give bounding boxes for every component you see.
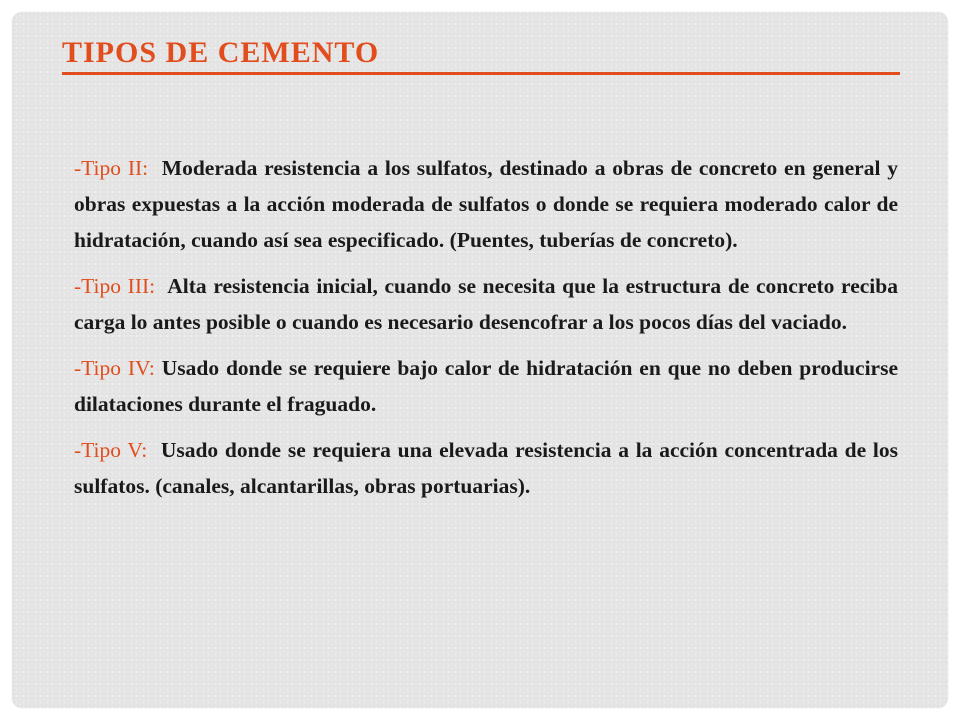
cement-type-label: -Tipo III: — [74, 274, 156, 298]
cement-type-label: -Tipo II: — [74, 156, 149, 180]
title-underline — [62, 72, 900, 75]
cement-type-description: Alta resistencia inicial, cuando se necesita que la estructura de concreto reciba carga lo antes posible o cuando es necesario desencofrar a los pocos días del vaciado. — [74, 274, 898, 334]
cement-type-description: Moderada resistencia a los sulfatos, destinado a obras de concreto en general y obras expuestas a la acción moderada de sulfatos o donde se requiera moderado calor de hidratación, cuando así sea especificado. (Puentes, tuberías de concreto). — [74, 156, 899, 252]
cement-type-label: -Tipo V: — [74, 438, 148, 462]
cement-type-item — [74, 150, 898, 258]
slide — [12, 12, 948, 708]
cement-type-item — [74, 350, 898, 422]
slide-content — [74, 150, 898, 514]
cement-type-description: Usado donde se requiere bajo calor de hidratación en que no deben producirse dilataciones durante el fraguado. — [74, 356, 899, 416]
cement-type-item — [74, 268, 898, 340]
cement-type-description: Usado donde se requiera una elevada resistencia a la acción concentrada de los sulfatos. (canales, alcantarillas, obras portuarias). — [74, 438, 899, 498]
slide-title: TIPOS DE CEMENTO — [62, 36, 380, 69]
cement-type-label: -Tipo IV: — [74, 356, 155, 380]
cement-type-item — [74, 432, 898, 504]
